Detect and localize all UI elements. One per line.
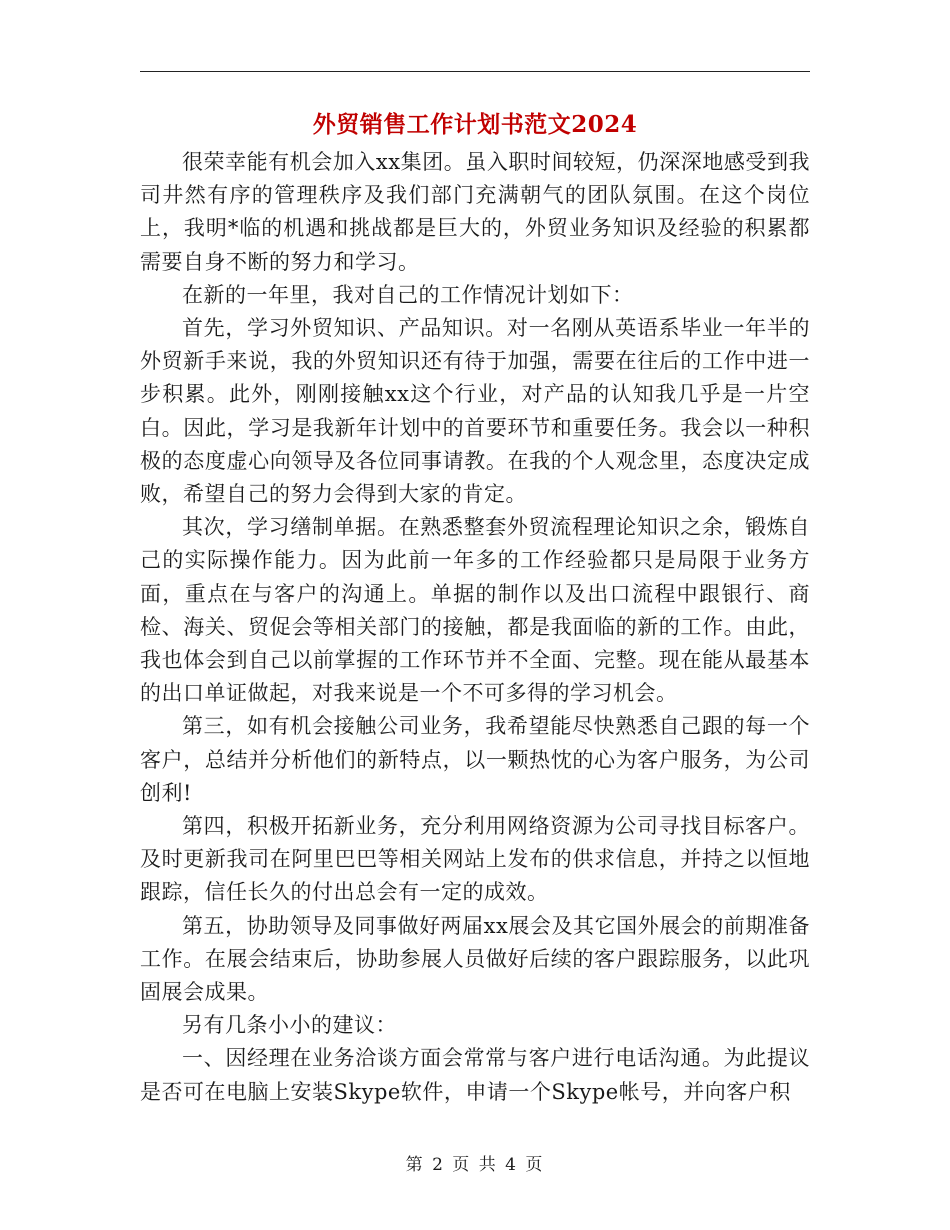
- paragraph: 第四，积极开拓新业务，充分利用网络资源为公司寻找目标客户。及时更新我司在阿里巴巴等相关网站上发布的供求信息，并持之以恒地跟踪，信任长久的付出总会有一定的成效。: [140, 814, 810, 905]
- paragraph: 一、因经理在业务洽谈方面会常常与客户进行电话沟通。为此提议是否可在电脑上安装Skype软件，申请一个Skype帐号，并向客户积: [140, 1046, 810, 1104]
- paragraph: 另有几条小小的建议：: [182, 1013, 397, 1038]
- page-number-footer: 第 2 页 共 4 页: [405, 1155, 545, 1175]
- paragraph: 第三，如有机会接触公司业务，我希望能尽快熟悉自己跟的每一个客户，总结并分析他们的新特点，以一颗热忱的心为客户服务，为公司创利!: [140, 714, 810, 805]
- paragraph: 在新的一年里，我对自己的工作情况计划如下：: [182, 282, 634, 307]
- paragraph: 其次，学习缮制单据。在熟悉整套外贸流程理论知识之余，锻炼自己的实际操作能力。因为此前一年多的工作经验都只是局限于业务方面，重点在与客户的沟通上。单据的制作以及出口流程中跟银行、商检、海关、贸促会等相关部门的接触，都是我面临的新的工作。由此，我也体会到自己以前掌握的工作环节并不全面、完整。现在能从最基本的出口单证做起，对我来说是一个不可多得的学习机会。: [140, 515, 810, 706]
- paragraph: 首先，学习外贸知识、产品知识。对一名刚从英语系毕业一年半的外贸新手来说，我的外贸知识还有待于加强，需要在往后的工作中进一步积累。此外，刚刚接触xx这个行业，对产品的认知我几乎是一片空白。因此，学习是我新年计划中的首要环节和重要任务。我会以一种积极的态度虚心向领导及各位同事请教。在我的个人观念里，态度决定成败，希望自己的努力会得到大家的肯定。: [140, 316, 810, 507]
- paragraph: 很荣幸能有机会加入xx集团。虽入职时间较短，仍深深地感受到我司井然有序的管理秩序及我们部门充满朝气的团队氛围。在这个岗位上，我明*临的机遇和挑战都是巨大的，外贸业务知识及经验的积累都需要自身不断的努力和学习。: [140, 150, 810, 274]
- document-title: 外贸销售工作计划书范文2024: [312, 111, 638, 138]
- document-body: [140, 146, 810, 1109]
- paragraph: 第五，协助领导及同事做好两届xx展会及其它国外展会的前期准备工作。在展会结束后，协助参展人员做好后续的客户跟踪服务，以此巩固展会成果。: [140, 913, 810, 1005]
- header-rule: [140, 71, 810, 72]
